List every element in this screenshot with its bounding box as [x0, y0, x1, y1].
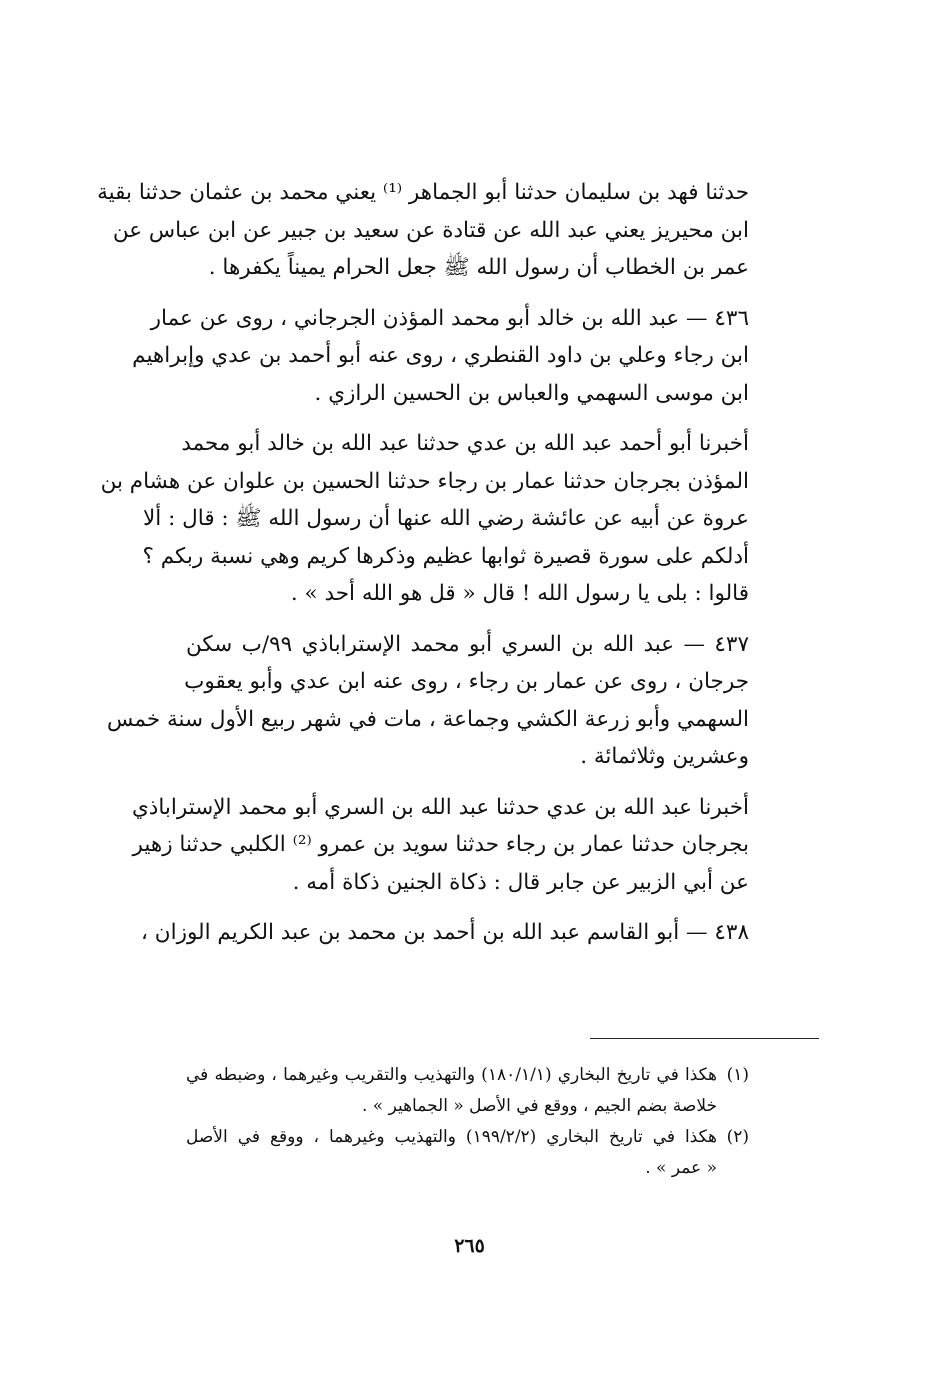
footnote-separator [590, 1038, 819, 1039]
footnote-line: « عمر » . [645, 1158, 717, 1178]
footnote-marker: (٢) [726, 1127, 749, 1147]
paragraph-hadith-436 [100, 425, 749, 613]
paragraph-hadith-437 [131, 789, 749, 902]
text-line: ٤٣٨ — أبو القاسم عبد الله بن أحمد بن محمد بن عبد الكريم الوزان ، [141, 920, 749, 945]
text-line: ابن رجاء وعلي بن داود القنطري ، روى عنه أبو أحمد بن عدي وإبراهيم [132, 343, 749, 368]
footnote-line: خلاصة بضم الجيم ، ووقع في الأصل « الجماهير » . [361, 1096, 717, 1116]
text-line: المؤذن بجرجان حدثنا عمار بن رجاء حدثنا الحسين بن علوان عن هشام بن [100, 468, 749, 494]
footnote-body [186, 1060, 717, 1122]
text-line: ٤٣٦ — عبد الله بن خالد أبو محمد المؤذن الجرجاني ، روى عن عمار [150, 305, 749, 331]
text-line: أخبرنا عبد الله بن عدي حدثنا عبد الله بن السري أبو محمد الإستراباذي [131, 794, 749, 820]
page-number: ٢٦٥ [454, 1235, 485, 1257]
footnote-body [186, 1122, 717, 1184]
footnote-1 [186, 1060, 749, 1122]
text-line: عن أبي الزبير عن جابر قال : ذكاة الجنين ذكاة أمه . [292, 869, 749, 895]
footnote-marker: (١) [726, 1065, 749, 1085]
text-line: ٤٣٧ — عبد الله بن السري أبو محمد الإستراباذي ٩٩/ب سكن [186, 631, 749, 657]
text-line: وعشرين وثلاثمائة . [580, 744, 749, 769]
text-line: ابن موسى السهمي والعباس بن الحسين الرازي . [314, 380, 749, 406]
text-line: حدثنا فهد بن سليمان حدثنا أبو الجماهر ⁽¹⁾ يعني محمد بن عثمان حدثنا بقية [97, 180, 749, 205]
entry-438 [141, 914, 749, 952]
text-line: السهمي وأبو زرعة الكشي وجماعة ، مات في شهر ربيع الأول سنة خمس [107, 706, 749, 732]
entry-437 [107, 626, 749, 776]
footnote-line: هكذا في تاريخ البخاري (١٩٩/٢/٢) والتهذيب وغيرهما ، ووقع في الأصل [186, 1127, 717, 1147]
entry-436 [132, 300, 749, 413]
text-line: أدلكم على سورة قصيرة ثوابها عظيم وذكرها كريم وهي نسبة ربكم ؟ [142, 543, 749, 569]
text-line: قالوا : بلى يا رسول الله ! قال « قل هو الله أحد » . [290, 581, 749, 606]
footnote-2 [186, 1122, 749, 1184]
text-line: أخبرنا أبو أحمد عبد الله بن عدي حدثنا عبد الله بن خالد أبو محمد [181, 431, 749, 456]
text-line: عمر بن الخطاب أن رسول الله ﷺ جعل الحرام يميناً يكفرها . [208, 255, 749, 280]
text-line: بجرجان حدثنا عمار بن رجاء حدثنا سويد بن عمرو ⁽²⁾ الكلبي حدثنا زهير [132, 832, 749, 857]
text-line: عروة عن أبيه عن عائشة رضي الله عنها أن رسول الله ﷺ : قال : ألا [143, 506, 749, 531]
text-line: ابن محيريز يعني عبد الله عن قتادة عن سعيد بن جبير عن ابن عباس عن [112, 217, 749, 243]
footnote-line: هكذا في تاريخ البخاري (١٨٠/١/١) والتهذيب والتقريب وغيرهما ، وضبطه في [186, 1065, 718, 1085]
footnotes [186, 1060, 749, 1184]
main-text [97, 174, 749, 965]
paragraph-hadith-fahd [97, 174, 749, 287]
text-line: جرجان ، روى عن عمار بن رجاء ، روى عنه ابن عدي وأبو يعقوب [184, 669, 749, 694]
